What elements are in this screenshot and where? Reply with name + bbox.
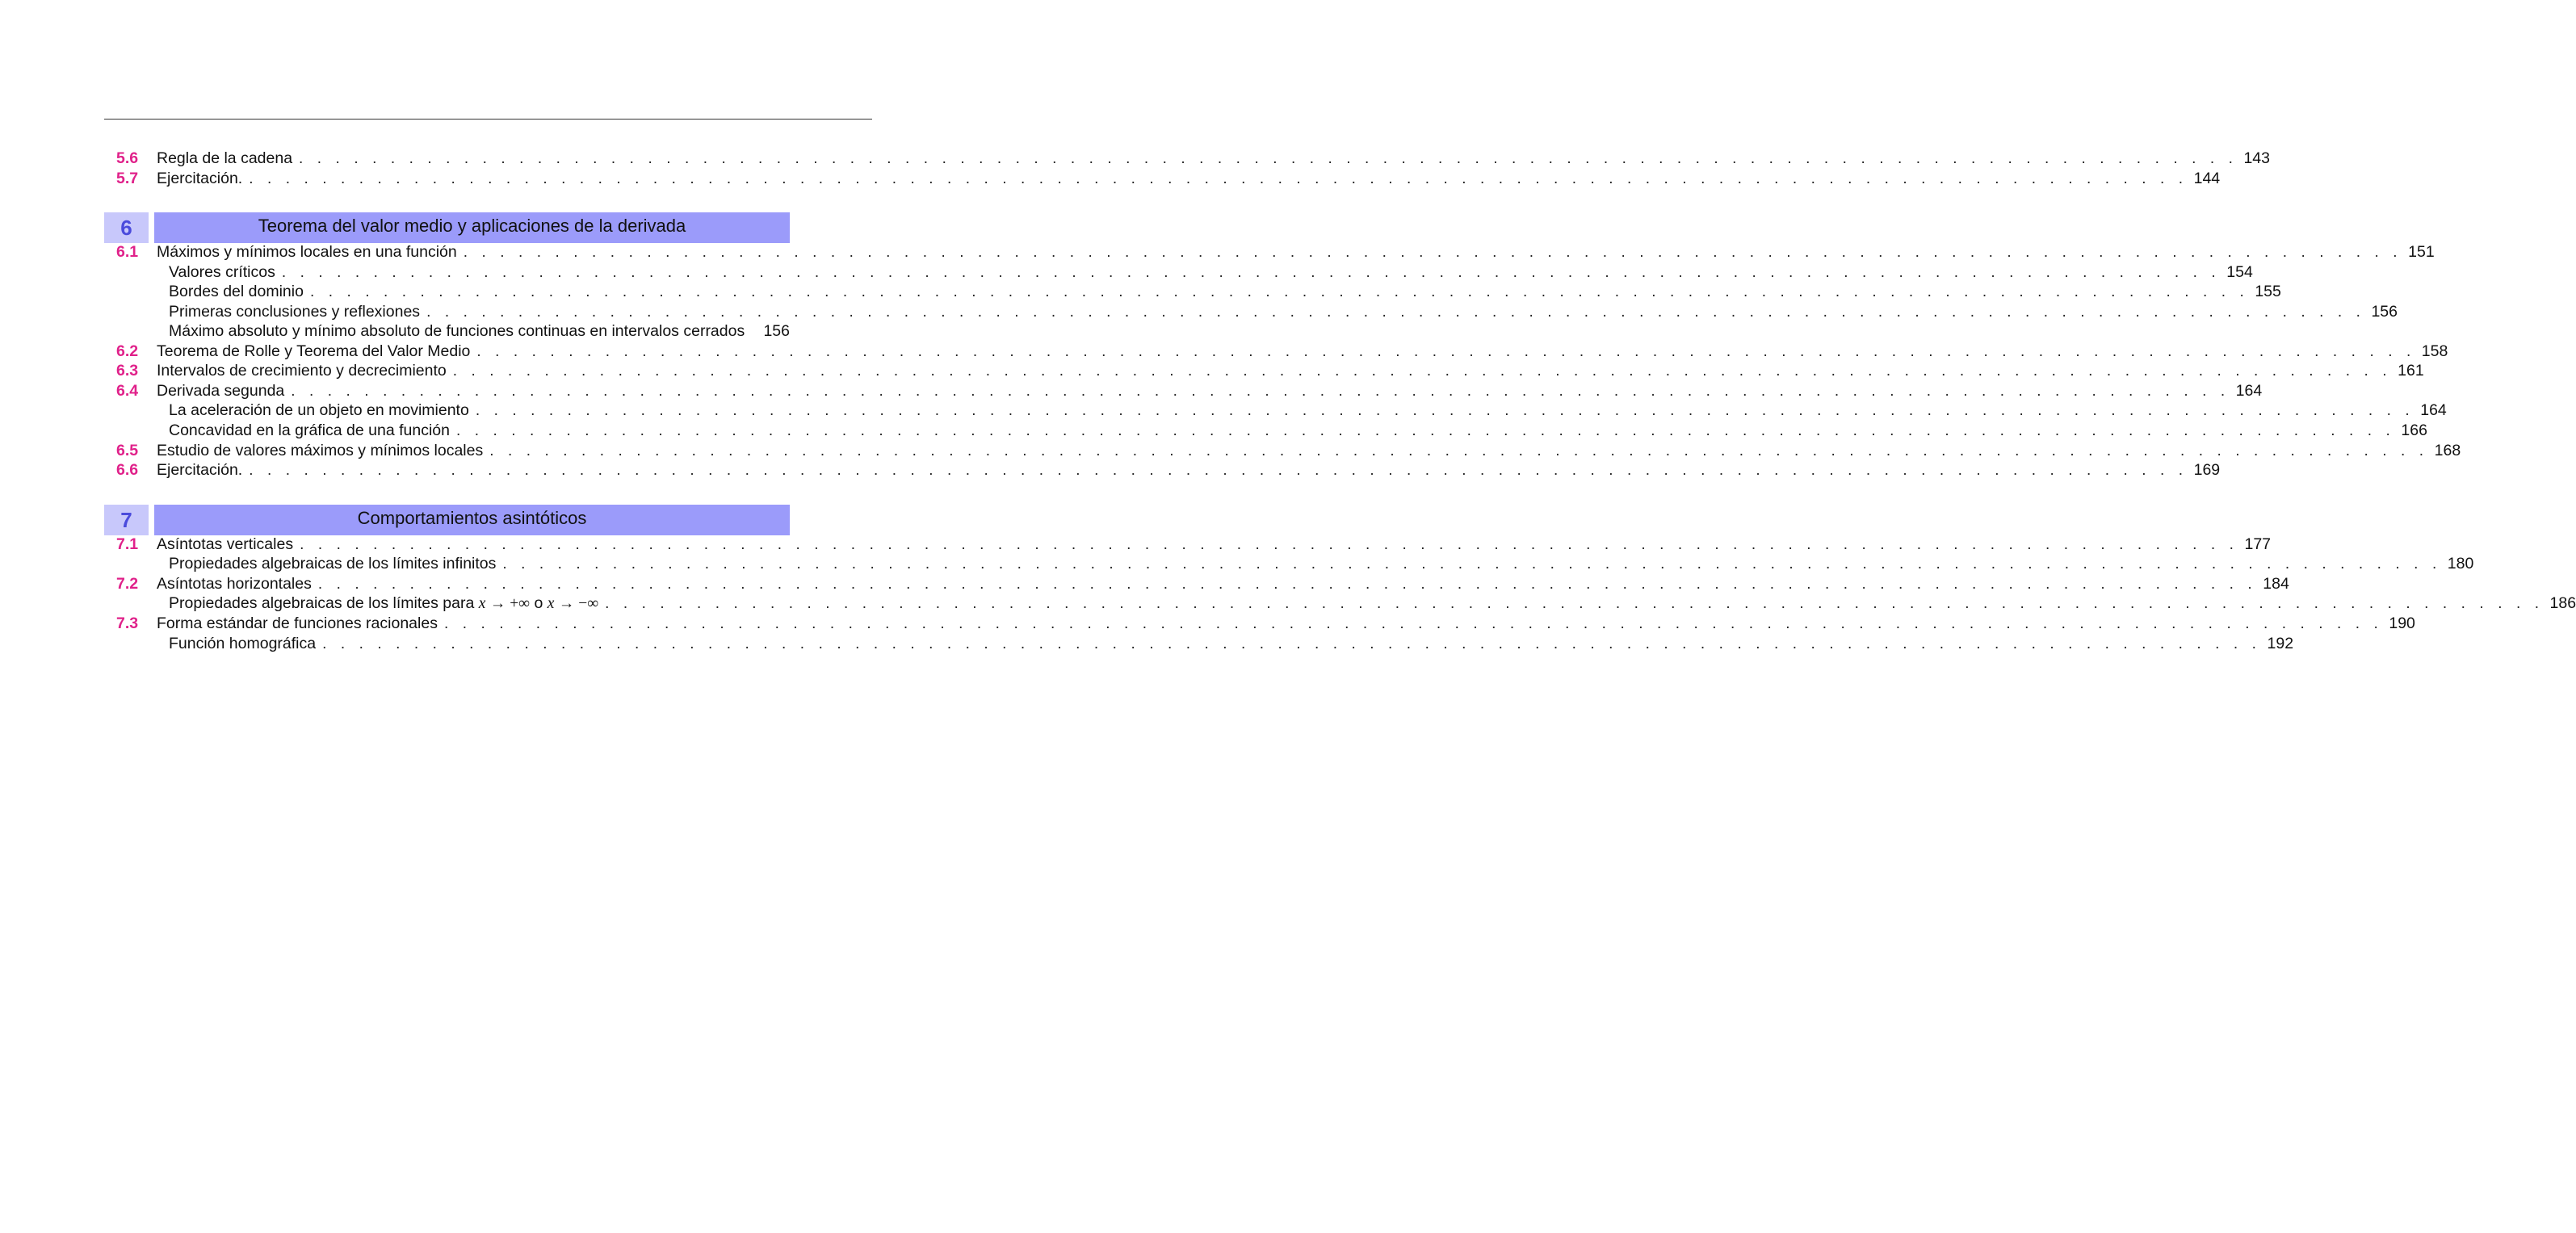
section-number: 5.7 xyxy=(116,170,139,187)
entry-title: Intervalos de crecimiento y decrecimiento xyxy=(157,362,447,380)
section-number: 6.3 xyxy=(116,362,139,380)
page-number: 166 xyxy=(2401,421,2427,439)
toc-entry-6-1[interactable] xyxy=(116,242,2435,262)
math-expression: → −∞ xyxy=(558,595,599,612)
page-number: 151 xyxy=(2408,243,2435,261)
toc-entry-6-2[interactable] xyxy=(116,342,2448,361)
math-variable: x xyxy=(478,595,486,612)
entry-title: Primeras conclusiones y reflexiones xyxy=(169,303,421,321)
page-number: 144 xyxy=(2193,170,2221,187)
section-number: 7.1 xyxy=(116,535,139,553)
entry-title: Ejercitación. xyxy=(157,170,243,187)
page-number: 192 xyxy=(2267,635,2294,652)
toc-subentry[interactable] xyxy=(116,421,2427,440)
entry-title: Bordes del dominio xyxy=(169,283,304,300)
page-number: 168 xyxy=(2434,442,2461,459)
page-number: 156 xyxy=(763,322,790,340)
dot-leader: . . . . . . . . . . . . . . . . . . . . . . . . . . . . . . . . . . . . . . . . . . . . . . . . . . . . . . . . . . . . . . . . . . . . . . . . . . . . . . . . . . . . . . . . . . . . . . . . . . . . . . . . . . xyxy=(489,442,2429,459)
toc-entry-7-1[interactable] xyxy=(116,535,2272,554)
entry-title: Máximo absoluto y mínimo absoluto de funciones continuas en intervalos cerrados xyxy=(169,322,745,340)
entry-title: Estudio de valores máximos y mínimos locales xyxy=(157,442,484,459)
entry-title: Derivada segunda xyxy=(157,382,285,400)
page-number: 161 xyxy=(2398,362,2424,380)
entry-title: La aceleración de un objeto en movimiento xyxy=(169,401,469,419)
entry-title-text: Propiedades algebraicas de los límites para xyxy=(169,594,475,612)
page-number: 154 xyxy=(2226,263,2253,281)
entry-title: Forma estándar de funciones racionales xyxy=(157,614,438,632)
dot-leader: . . . . . . . . . . . . . . . . . . . . . . . . . . . . . . . . . . . . . . . . . . . . . . . . . . . . . . . . . . . . . . . . . . . . . . . . . . . . . . . . . . . . . . . . . . . . . . . . . . . . . . . . . . xyxy=(322,635,2262,652)
section-number: 7.2 xyxy=(116,575,139,593)
section-number: 6.5 xyxy=(116,442,139,459)
page-number: 186 xyxy=(2549,594,2576,612)
section-number: 6.4 xyxy=(116,382,139,400)
section-number: 6.6 xyxy=(116,461,139,479)
section-number: 5.6 xyxy=(116,149,139,167)
dot-leader: . . . . . . . . . . . . . . . . . . . . . . . . . . . . . . . . . . . . . . . . . . . . . . . . . . . . . . . . . . . . . . . . . . . . . . . . . . . . . . . . . . . . . . . . . . . . . . . . . . . . . . . . . . xyxy=(249,170,2188,187)
math-variable: x xyxy=(547,595,555,612)
chapter-number-7: 7 xyxy=(104,505,149,535)
toc-entry-6-6[interactable] xyxy=(116,460,2221,480)
toc-entry-6-5[interactable] xyxy=(116,441,2461,460)
toc-entry-6-3[interactable] xyxy=(116,361,2424,380)
dot-leader: . . . . . . . . . . . . . . . . . . . . . . . . . . . . . . . . . . . . . . . . . . . . . . . . . . . . . . . . . . . . . . . . . . . . . . . . . . . . . . . . . . . . . . . . . . . . . . . . . . . . . . . . . . xyxy=(605,595,2545,612)
dot-leader: . . . . . . . . . . . . . . . . . . . . . . . . . . . . . . . . . . . . . . . . . . . . . . . . . . . . . . . . . . . . . . . . . . . . . . . . . . . . . . . . . . . . . . . . . . . . . . . . . . . . . . . . . . xyxy=(291,383,2230,400)
dot-leader: . . . . . . . . . . . . . . . . . . . . . . . . . . . . . . . . . . . . . . . . . . . . . . . . . . . . . . . . . . . . . . . . . . . . . . . . . . . . . . . . . . . . . . . . . . . . . . . . . . . . . . . . . . xyxy=(299,150,2238,167)
page-number: 156 xyxy=(2371,303,2398,321)
entry-title: Máximos y mínimos locales en una función xyxy=(157,243,457,261)
entry-title: Asíntotas verticales xyxy=(157,535,294,553)
toc-entry-5-7[interactable] xyxy=(116,169,2221,188)
joiner-text: o xyxy=(534,594,543,612)
entry-title: Concavidad en la gráfica de una función xyxy=(169,421,450,439)
entry-title: Propiedades algebraicas de los límites infinitos xyxy=(169,555,497,572)
toc-subentry[interactable] xyxy=(116,401,2447,420)
entry-title: Valores críticos xyxy=(169,263,275,281)
page-number: 158 xyxy=(2421,342,2448,360)
dot-leader: . . . . . . . . . . . . . . . . . . . . . . . . . . . . . . . . . . . . . . . . . . . . . . . . . . . . . . . . . . . . . . . . . . . . . . . . . . . . . . . . . . . . . . . . . . . . . . . . . . . . . . . . . . xyxy=(249,462,2188,479)
page-number: 155 xyxy=(2255,283,2281,300)
page-number: 190 xyxy=(2389,614,2415,632)
toc-subentry[interactable] xyxy=(116,321,790,341)
toc-entry-7-2[interactable] xyxy=(116,574,2289,593)
header-rule xyxy=(104,119,872,120)
entry-title: Regla de la cadena xyxy=(157,149,293,167)
toc-subentry[interactable] xyxy=(116,302,2398,321)
entry-title: Teorema de Rolle y Teorema del Valor Medio xyxy=(157,342,471,360)
dot-leader: . . . . . . . . . . . . . . . . . . . . . . . . . . . . . . . . . . . . . . . . . . . . . . . . . . . . . . . . . . . . . . . . . . . . . . . . . . . . . . . . . . . . . . . . . . . . . . . . . . . . . . . . . . xyxy=(281,264,2221,281)
dot-leader: . . . . . . . . . . . . . . . . . . . . . . . . . . . . . . . . . . . . . . . . . . . . . . . . . . . . . . . . . . . . . . . . . . . . . . . . . . . . . . . . . . . . . . . . . . . . . . . . . . . . . . . . . . xyxy=(475,402,2414,419)
dot-leader: . . . . . . . . . . . . . . . . . . . . . . . . . . . . . . . . . . . . . . . . . . . . . . . . . . . . . . . . . . . . . . . . . . . . . . . . . . . . . . . . . . . . . . . . . . . . . . . . . . . . . . . . . . xyxy=(456,422,2395,439)
toc-subentry[interactable] xyxy=(116,634,2294,653)
entry-title: Función homográfica xyxy=(169,635,317,652)
toc-subentry[interactable] xyxy=(116,282,2281,301)
page-number: 180 xyxy=(2447,555,2474,572)
dot-leader: . . . . . . . . . . . . . . . . . . . . . . . . . . . . . . . . . . . . . . . . . . . . . . . . . . . . . . . . . . . . . . . . . . . . . . . . . . . . . . . . . . . . . . . . . . . . . . . . . . . . . . . . . . xyxy=(452,363,2392,380)
page-number: 184 xyxy=(2263,575,2289,593)
entry-title xyxy=(169,593,598,614)
toc-entry-5-6[interactable] xyxy=(116,149,2270,168)
toc-entry-6-4[interactable] xyxy=(116,381,2263,401)
page-number: 164 xyxy=(2420,401,2447,419)
toc-entry-7-3[interactable] xyxy=(116,614,2415,633)
page-number: 143 xyxy=(2243,149,2270,167)
chapter-title-7[interactable]: Comportamientos asintóticos xyxy=(154,505,790,535)
dot-leader: . . . . . . . . . . . . . . . . . . . . . . . . . . . . . . . . . . . . . . . . . . . . . . . . . . . . . . . . . . . . . . . . . . . . . . . . . . . . . . . . . . . . . . . . . . . . . . . . . . . . . . . . . . xyxy=(309,283,2249,300)
entry-title: Asíntotas horizontales xyxy=(157,575,312,593)
dot-leader: . . . . . . . . . . . . . . . . . . . . . . . . . . . . . . . . . . . . . . . . . . . . . . . . . . . . . . . . . . . . . . . . . . . . . . . . . . . . . . . . . . . . . . . . . . . . . . . . . . . . . . . . . . xyxy=(426,304,2365,321)
page-number: 177 xyxy=(2244,535,2272,553)
math-expression: → +∞ xyxy=(489,595,531,612)
toc-subentry[interactable] xyxy=(116,593,2576,613)
toc-subentry[interactable] xyxy=(116,554,2474,573)
dot-leader: . . . . . . . . . . . . . . . . . . . . . . . . . . . . . . . . . . . . . . . . . . . . . . . . . . . . . . . . . . . . . . . . . . . . . . . . . . . . . . . . . . . . . . . . . . . . . . . . . . . . . . . . . . xyxy=(502,556,2442,572)
dot-leader: . . . . . . . . . . . . . . . . . . . . . . . . . . . . . . . . . . . . . . . . . . . . . . . . . . . . . . . . . . . . . . . . . . . . . . . . . . . . . . . . . . . . . . . . . . . . . . . . . . . . . . . . . . xyxy=(317,576,2257,593)
section-number: 6.2 xyxy=(116,342,139,360)
entry-title: Ejercitación. xyxy=(157,461,243,479)
chapter-title-6[interactable]: Teorema del valor medio y aplicaciones de la derivada xyxy=(154,212,790,243)
dot-leader: . . . . . . . . . . . . . . . . . . . . . . . . . . . . . . . . . . . . . . . . . . . . . . . . . . . . . . . . . . . . . . . . . . . . . . . . . . . . . . . . . . . . . . . . . . . . . . . . . . . . . . . . . . xyxy=(300,536,2239,553)
dot-leader: . . . . . . . . . . . . . . . . . . . . . . . . . . . . . . . . . . . . . . . . . . . . . . . . . . . . . . . . . . . . . . . . . . . . . . . . . . . . . . . . . . . . . . . . . . . . . . . . . . . . . . . . . . xyxy=(443,615,2383,632)
dot-leader: . . . . . . . . . . . . . . . . . . . . . . . . . . . . . . . . . . . . . . . . . . . . . . . . . . . . . . . . . . . . . . . . . . . . . . . . . . . . . . . . . . . . . . . . . . . . . . . . . . . . . . . . . . xyxy=(463,244,2402,261)
chapter-number-6: 6 xyxy=(104,212,149,243)
page-number: 169 xyxy=(2193,461,2221,479)
section-number: 6.1 xyxy=(116,243,139,261)
dot-leader: . . . . . . . . . . . . . . . . . . . . . . . . . . . . . . . . . . . . . . . . . . . . . . . . . . . . . . . . . . . . . . . . . . . . . . . . . . . . . . . . . . . . . . . . . . . . . . . . . . . . . . . . . . xyxy=(476,343,2416,360)
section-number: 7.3 xyxy=(116,614,139,632)
page-number: 164 xyxy=(2235,382,2263,400)
toc-subentry[interactable] xyxy=(116,262,2253,282)
